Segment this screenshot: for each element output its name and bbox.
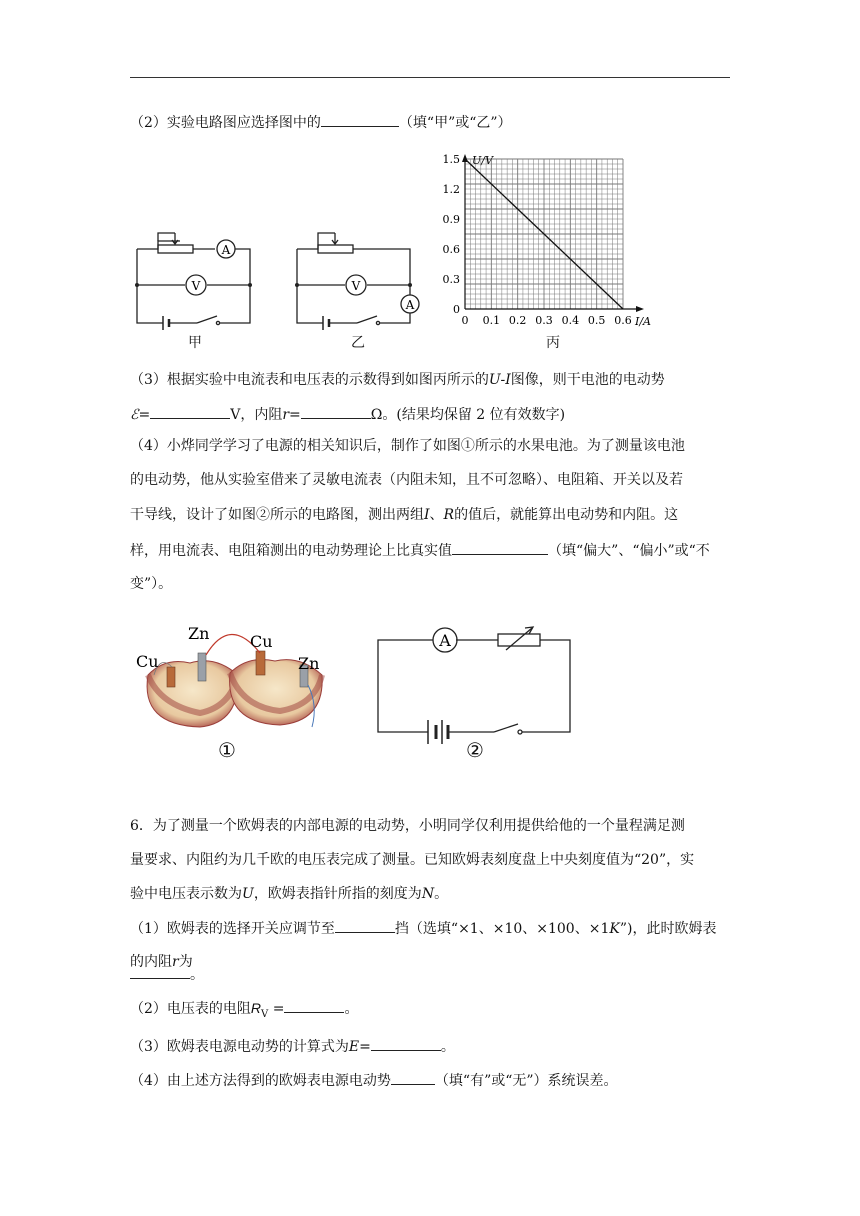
- voltmeter-label: V: [191, 279, 201, 293]
- x-tick-label: 0.1: [482, 314, 501, 327]
- equals: =: [359, 1039, 371, 1055]
- q5-4-text-2: 的值后，就能算出电动势和内阻。这: [454, 507, 679, 523]
- rv-symbol: R: [250, 1000, 262, 1016]
- ammeter-label: A: [439, 631, 451, 650]
- q6-2-text: （2）电压表的电阻: [130, 1001, 251, 1017]
- emf-answer-blank[interactable]: [150, 404, 230, 419]
- q6-1-text-4: 为: [178, 954, 193, 970]
- y-tick-label: 0.6: [442, 243, 460, 256]
- q6-1-text-2: ”)，此时欧姆表: [619, 921, 717, 937]
- q5-4-line5: 变”）。: [130, 576, 173, 592]
- period: 。: [190, 967, 204, 983]
- q5-4-line4: [130, 540, 710, 561]
- x-axis-arrow: [636, 306, 644, 312]
- unit-v: V，内阻: [230, 407, 283, 423]
- q6-text: 验中电压表示数为: [130, 886, 242, 902]
- equals: =: [268, 1001, 285, 1017]
- q6-1-text: （1）欧姆表的选择开关应调节至: [130, 921, 335, 937]
- figure-caption-1: ①: [218, 738, 236, 762]
- separator: 、: [429, 507, 444, 523]
- ui-graph: [435, 150, 665, 335]
- q6-line2: 量要求、内阻约为几千欧的电压表完成了测量。已知欧姆表刻度盘上中央刻度值为“20”，实: [130, 852, 695, 868]
- q6-4-text: （4）由上述方法得到的欧姆表电源电动势: [130, 1073, 391, 1089]
- error-answer-blank[interactable]: [391, 1070, 435, 1085]
- q5-4-line2: 的电动势，他从实验室借来了灵敏电流表（内阻未知，且不可忽略）、电阻箱、开关以及若: [130, 472, 683, 488]
- circuit-yi: [285, 225, 430, 335]
- circuit-jia: [125, 225, 265, 335]
- r-symbol: r: [172, 954, 179, 970]
- rv-answer-blank[interactable]: [284, 998, 344, 1013]
- x-tick-label: 0: [461, 314, 469, 327]
- n-symbol: N: [421, 886, 435, 902]
- q5-2-hint: （填“甲”或“乙”）: [398, 115, 512, 131]
- q6-1-text-3: 的内阻: [130, 954, 172, 970]
- k-symbol: K: [609, 921, 620, 937]
- q6-1-line3: [130, 964, 204, 985]
- rv-subscript: V: [261, 1008, 269, 1020]
- figure-caption-jia: 甲: [188, 335, 202, 351]
- period: 。: [434, 886, 449, 902]
- q5-2-text: （2）实验电路图应选择图中的: [130, 115, 321, 131]
- question-5-2: [130, 112, 512, 133]
- x-tick-label: 0.2: [508, 314, 527, 327]
- q6-line3: [130, 884, 448, 904]
- q6-1-line1: [130, 918, 716, 939]
- ui-term: U-I: [488, 372, 511, 388]
- q6-4-hint: （填“有”或“无”）系统误差。: [434, 1073, 618, 1089]
- q5-4-text: 干导线，设计了如图②所示的电路图，测出两组: [130, 507, 424, 523]
- internal-resistance-blank[interactable]: [130, 964, 190, 979]
- x-tick-label: 0.3: [535, 314, 553, 327]
- q6-line1: 6．为了测量一个欧姆表的内部电源的电动势，小明同学仅利用提供给他的一个量程满足测: [130, 818, 685, 834]
- range-answer-blank[interactable]: [335, 918, 395, 933]
- i-symbol: I: [424, 507, 430, 523]
- emf-symbol: ℰ: [130, 407, 139, 423]
- y-tick-label: 0: [453, 303, 460, 316]
- y-tick-label: 1.5: [442, 153, 460, 166]
- cu-label-left: Cu: [136, 652, 159, 671]
- x-tick-label: 0.6: [614, 314, 632, 327]
- emf-comparison-blank[interactable]: [452, 540, 548, 555]
- cu-electrode-right: [256, 651, 265, 675]
- q6-text-2: ，欧姆表指针所指的刻度为: [253, 886, 422, 902]
- question-5-3: [130, 370, 665, 390]
- answer-blank[interactable]: [321, 112, 399, 127]
- q5-3-text-2: 图像，则干电池的电动势: [510, 372, 665, 388]
- cu-label-right: Cu: [250, 632, 273, 651]
- equals: =: [138, 407, 151, 423]
- figure-caption-bing: 丙: [546, 335, 560, 351]
- y-tick-label: 0.3: [442, 273, 460, 286]
- q6-4: [130, 1070, 618, 1091]
- figure-caption-2: ②: [466, 738, 484, 762]
- zn-electrode-left: [198, 653, 206, 681]
- q6-1-hint: 挡（选填“×1、×10、×100、×1: [394, 921, 610, 937]
- q5-4-line1: （4）小烨同学学习了电源的相关知识后，制作了如图①所示的水果电池。为了测量该电池: [130, 438, 685, 454]
- circuit-2: [370, 620, 580, 745]
- zn-label-left: Zn: [188, 624, 210, 643]
- period: 。: [344, 1001, 359, 1017]
- header-rule: [130, 77, 730, 78]
- q5-4-text-3: 样，用电流表、电阻箱测出的电动势理论上比真实值: [130, 543, 452, 559]
- voltmeter-label: V: [351, 279, 361, 293]
- x-tick-label: 0.4: [561, 314, 580, 327]
- e-symbol: E: [348, 1039, 360, 1055]
- q5-3-text: （3）根据实验中电流表和电压表的示数得到如图丙所示的: [130, 372, 489, 388]
- q5-4-hint: （填“偏大”、“偏小”或“不: [548, 543, 710, 559]
- q5-4-line3: [130, 505, 678, 525]
- zn-label-right: Zn: [298, 654, 320, 673]
- cu-electrode-left: [167, 667, 175, 687]
- q6-2: [130, 998, 358, 1025]
- equals: =: [289, 407, 301, 423]
- y-tick-label: 1.2: [442, 183, 460, 196]
- question-5-3-line2: [130, 404, 565, 425]
- u-symbol: U: [242, 886, 254, 902]
- emf-formula-blank[interactable]: [371, 1036, 441, 1051]
- r-symbol: r: [282, 407, 290, 423]
- r-symbol: R: [443, 507, 455, 523]
- r-answer-blank[interactable]: [301, 404, 371, 419]
- unit-ohm: Ω。(结果均保留 2 位有效数字): [370, 407, 566, 423]
- ammeter-label: A: [405, 298, 415, 312]
- x-tick-label: 0.5: [587, 314, 606, 327]
- q6-3-text: （3）欧姆表电源电动势的计算式为: [130, 1039, 349, 1055]
- q6-3: [130, 1036, 455, 1057]
- y-axis-label: U/V: [472, 154, 493, 167]
- ammeter-label: A: [221, 243, 231, 257]
- figure-caption-yi: 乙: [351, 335, 365, 351]
- period: 。: [440, 1039, 455, 1055]
- y-tick-label: 0.9: [442, 213, 460, 226]
- x-axis-label: I/A: [635, 315, 651, 328]
